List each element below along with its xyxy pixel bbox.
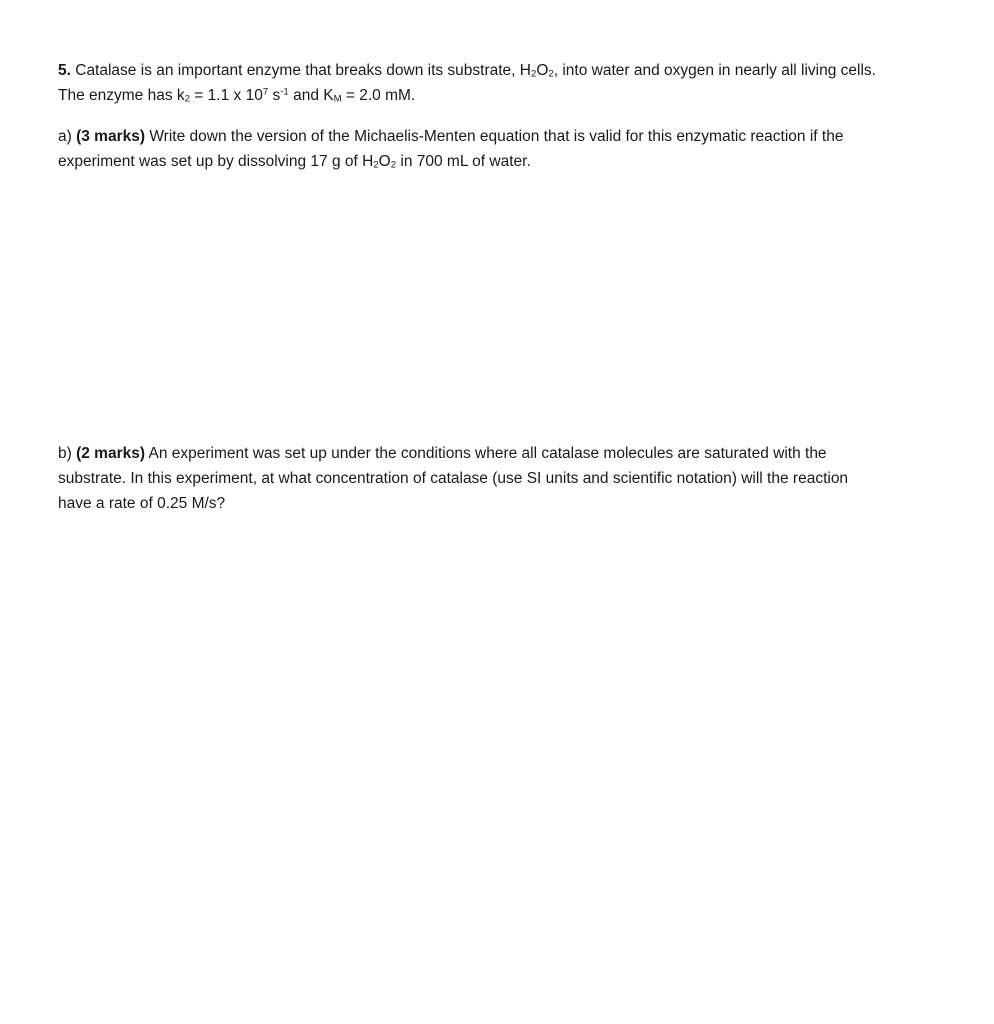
- question-5-line-2: The enzyme has $k_2 = 1.1$ x $10^7$ $s^{-1}$ and $K_M = 2.0$ mM.: [58, 86, 416, 105]
- part-b-marks: (2 marks): [76, 445, 146, 462]
- part-a-marks: (3 marks): [76, 128, 146, 145]
- part-b-line-3: have a rate of 0.25 M/s?: [58, 495, 226, 512]
- part-b: [58, 441, 938, 516]
- part-a: [58, 124, 938, 174]
- part-b-label: b): [58, 445, 77, 462]
- part-a-line-2: experiment was set up by dissolving 17 g of $H_2O_2$ in 700 mL of water.: [58, 153, 531, 171]
- part-a-line-1: a) (3 marks) Write down the version of the Michaelis-Menten equation that is valid for this enzymatic reaction if the: [58, 128, 844, 145]
- question-5: [58, 58, 938, 108]
- part-a-label: a): [58, 128, 77, 145]
- part-b-line-2: substrate. In this experiment, at what concentration of catalase (use SI units and scientific notation) will the reaction: [58, 470, 849, 487]
- question-number: 5.: [58, 62, 71, 79]
- question-5-line-1: 5. Catalase is an important enzyme that breaks down its substrate, $H_2O_2$, into water and oxygen in nearly all living cells.: [58, 62, 876, 80]
- part-b-line-1: b) (2 marks) An experiment was set up under the conditions where all catalase molecules are saturated with the: [58, 445, 827, 462]
